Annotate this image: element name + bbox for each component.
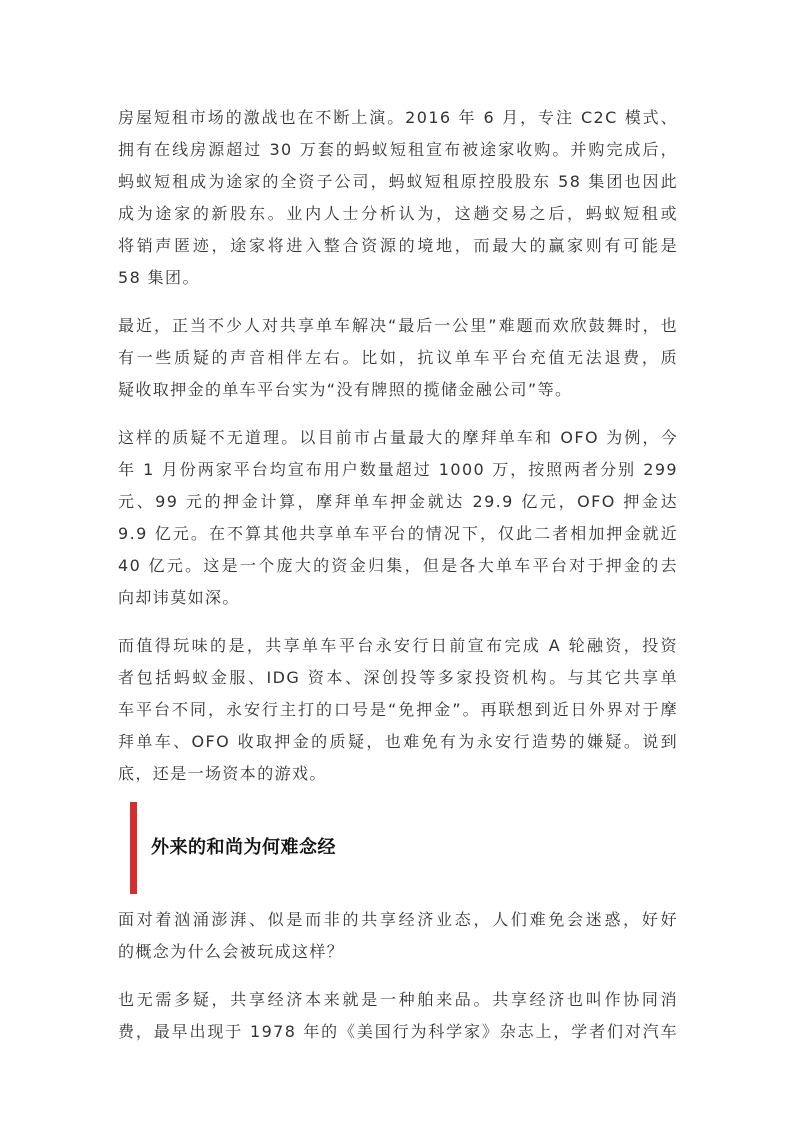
text-line: 向却讳莫如深。	[118, 588, 240, 607]
section-heading	[118, 802, 678, 894]
paragraph-2	[118, 310, 678, 406]
text-line: 元、99 元的押金计算，摩拜单车押金就达 29.9 亿元，OFO 押金达	[118, 492, 678, 511]
text-line: 年 1 月份两家平台均宣布用户数量超过 1000 万，按照两者分别 299	[118, 460, 678, 479]
text-line: 费，最早出现于 1978 年的《美国行为科学家》杂志上，学者们对汽车	[118, 1022, 678, 1041]
text-line: 疑收取押金的单车平台实为“没有牌照的揽储金融公司”等。	[118, 380, 573, 399]
text-line: 最近，正当不少人对共享单车解决“最后一公里”难题而欢欣鼓舞时，也	[118, 316, 678, 335]
text-line: 9.9 亿元。在不算其他共享单车平台的情况下，仅此二者相加押金就近	[118, 524, 678, 543]
paragraph-4	[118, 630, 678, 790]
text-line: 40 亿元。这是一个庞大的资金归集，但是各大单车平台对于押金的去	[118, 556, 678, 575]
text-line: 房屋短租市场的激战也在不断上演。2016 年 6 月，专注 C2C 模式、	[118, 108, 678, 127]
paragraph-1	[118, 102, 678, 294]
section-title: 外来的和尚为何难念经	[151, 837, 336, 858]
text-line: 车平台不同，永安行主打的口号是“免押金”。再联想到近日外界对于摩	[118, 700, 678, 719]
accent-bar	[130, 802, 137, 894]
text-line: 蚂蚁短租成为途家的全资子公司，蚂蚁短租原控股股东 58 集团也因此	[118, 172, 678, 191]
text-line: 将销声匿迹，途家将进入整合资源的境地，而最大的赢家则有可能是	[118, 236, 678, 255]
paragraph-5	[118, 904, 678, 968]
text-line: 有一些质疑的声音相伴左右。比如，抗议单车平台充值无法退费，质	[118, 348, 678, 367]
text-line: 的概念为什么会被玩成这样？	[118, 942, 345, 961]
article-body	[118, 102, 678, 1064]
text-line: 者包括蚂蚁金服、IDG 资本、深创投等多家投资机构。与其它共享单	[118, 668, 678, 687]
paragraph-3	[118, 422, 678, 614]
text-line: 拥有在线房源超过 30 万套的蚂蚁短租宣布被途家收购。并购完成后，	[118, 140, 678, 159]
text-line: 也无需多疑，共享经济本来就是一种舶来品。共享经济也叫作协同消	[118, 990, 678, 1009]
text-line: 底，还是一场资本的游戏。	[118, 764, 327, 783]
text-line: 拜单车、OFO 收取押金的质疑，也难免有为永安行造势的嫌疑。说到	[118, 732, 678, 751]
text-line: 58 集团。	[118, 268, 200, 287]
text-line: 而值得玩味的是，共享单车平台永安行日前宣布完成 A 轮融资，投资	[118, 636, 678, 655]
text-line: 面对着汹涌澎湃、似是而非的共享经济业态，人们难免会迷惑，好好	[118, 910, 678, 929]
text-line: 这样的质疑不无道理。以目前市占量最大的摩拜单车和 OFO 为例，今	[118, 428, 678, 447]
text-line: 成为途家的新股东。业内人士分析认为，这趟交易之后，蚂蚁短租或	[118, 204, 678, 223]
paragraph-6	[118, 984, 678, 1048]
